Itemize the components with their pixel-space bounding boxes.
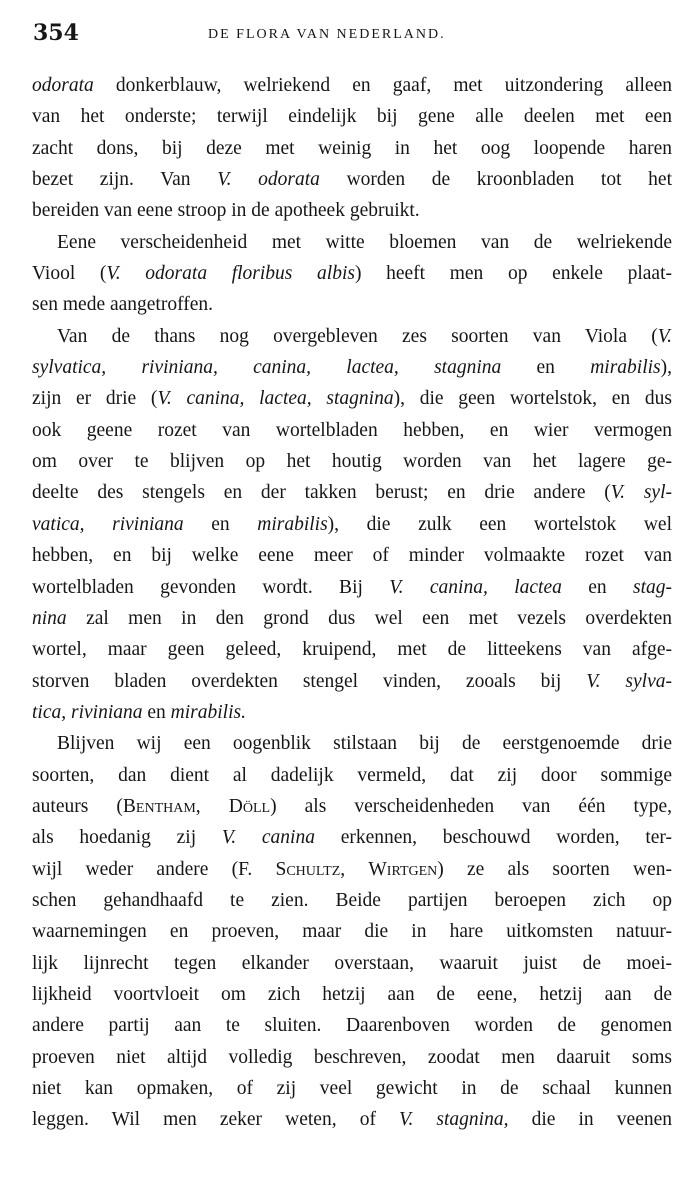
italic-span: tica, riviniana — [32, 701, 143, 723]
text-line — [32, 195, 672, 226]
italic-span: nina — [32, 607, 67, 629]
text-span: ) als verscheidenheden van één type, — [270, 795, 672, 817]
text-span: donkerblauw, welriekend en gaaf, met uitzondering alleen — [93, 75, 672, 96]
text-span: Van de thans nog overgebleven zes soorten van Viola ( — [57, 325, 658, 347]
running-title: DE FLORA VAN NEDERLAND. — [208, 27, 446, 42]
text-line — [32, 822, 672, 853]
italic-span: V. sylva- — [586, 670, 672, 692]
small-caps-span: Döll — [228, 795, 271, 817]
text-span: zacht dons, bij deze met weinig in het oog loopende haren — [32, 137, 672, 159]
text-line — [32, 133, 672, 164]
text-span: ) ze als soorten wen- — [437, 858, 672, 880]
text-line — [32, 697, 672, 728]
italic-span: V. stagnina, — [399, 1109, 509, 1131]
text-span: sen mede aangetroffen. — [32, 294, 214, 316]
text-span: waarnemingen en proeven, maar die in hare uitkomsten natuur- — [32, 921, 672, 943]
text-span: en — [561, 576, 633, 598]
text-line — [32, 854, 672, 885]
text-span: wortel, maar geen geleed, kruipend, met de litteekens van afge- — [32, 639, 672, 661]
italic-span: V. canina, lactea — [389, 576, 562, 598]
text-span: om over te blijven op het houtig worden van het lagere ge- — [32, 451, 672, 473]
italic-span: V. canina — [221, 827, 315, 849]
text-span: die in veenen — [508, 1109, 672, 1131]
text-line — [32, 572, 672, 603]
text-span: storven bladen overdekten stengel vinden, zooals bij — [32, 670, 587, 692]
italic-span: mirabilis — [257, 513, 328, 535]
text-span: en — [501, 357, 591, 379]
text-span: van het onderste; terwijl eindelijk bij gene alle deelen met een — [32, 106, 672, 128]
text-span: bereiden van eene stroop in de apotheek gebruikt. — [32, 200, 420, 222]
text-span: ), die geen wortelstok, en dus — [393, 388, 672, 410]
text-line — [32, 948, 672, 979]
text-span: ), die zulk een wortelstok wel — [327, 513, 672, 535]
italic-span: mirabilis — [590, 357, 661, 379]
text-line — [32, 1042, 672, 1073]
text-line — [32, 258, 672, 289]
body-text — [32, 70, 672, 1136]
text-span: ook geene rozet van wortelbladen hebben, en wier vermogen — [32, 419, 672, 441]
text-line — [32, 446, 672, 477]
text-span: andere partij aan te sluiten. Daarenboven worden de genomen — [32, 1015, 672, 1037]
text-span: Viool ( — [32, 263, 107, 285]
text-span: soorten, dan dient al dadelijk vermeld, dat zij door sommige — [32, 764, 672, 786]
text-line — [32, 227, 672, 258]
text-span: worden de kroonbladen tot het — [319, 169, 672, 191]
text-span: lijk lijnrecht tegen elkander overstaan, waaruit juist de moei- — [32, 952, 672, 974]
text-span: ) heeft men op enkele plaat- — [354, 263, 672, 285]
italic-span: mirabilis. — [170, 701, 246, 723]
small-caps-span: Wirtgen — [368, 858, 438, 880]
text-line — [32, 164, 672, 195]
text-span: zijn er drie ( — [32, 388, 158, 410]
text-span: deelte des stengels en der takken berust; en drie andere ( — [32, 482, 611, 504]
small-caps-span: Schultz — [275, 858, 341, 880]
text-span: wijl weder andere (F. — [32, 858, 276, 880]
text-span: en — [142, 701, 171, 723]
text-line — [32, 101, 672, 132]
text-span: als hoedanig zij — [32, 827, 222, 849]
text-line — [32, 603, 672, 634]
text-span: , — [340, 858, 369, 880]
text-line — [32, 760, 672, 791]
text-line — [32, 289, 672, 320]
text-line — [32, 728, 672, 759]
text-span: Blijven wij een oogenblik stilstaan bij de eerstgenoemde drie — [57, 733, 672, 755]
text-span: Eene verscheidenheid met witte bloemen van de welriekende — [57, 231, 672, 253]
text-span: erkennen, beschouwd worden, ter- — [314, 827, 672, 849]
text-line — [32, 916, 672, 947]
text-line — [32, 352, 672, 383]
text-span: lijkheid voortvloeit om zich hetzij aan de eene, hetzij aan de — [32, 983, 672, 1005]
page-number: 354 — [33, 20, 79, 46]
italic-span: V. odorata — [217, 169, 320, 191]
italic-span: V. canina, lactea, stagnina — [157, 388, 394, 410]
text-span: ), — [660, 357, 672, 379]
italic-span: V. — [657, 325, 672, 347]
text-line — [32, 634, 672, 665]
italic-span: sylvatica, riviniana, canina, lactea, stagnina — [32, 357, 502, 379]
text-line — [32, 666, 672, 697]
text-span: en — [183, 513, 258, 535]
text-line — [32, 321, 672, 352]
text-line — [32, 1104, 672, 1135]
text-line — [32, 509, 672, 540]
small-caps-span: Bentham — [122, 795, 196, 817]
text-span: proeven niet altijd volledig beschreven, zoodat men daaruit soms — [32, 1046, 672, 1068]
text-line — [32, 979, 672, 1010]
text-span: bezet zijn. Van — [32, 169, 218, 191]
text-line — [32, 415, 672, 446]
text-span: leggen. Wil men zeker weten, of — [32, 1109, 400, 1131]
page-header — [33, 20, 648, 50]
text-span: niet kan opmaken, of zij veel gewicht in de schaal kunnen — [32, 1078, 672, 1099]
italic-span: stag- — [633, 576, 672, 598]
text-span: zal men in den grond dus wel een met vezels overdekten — [66, 607, 672, 629]
italic-span: vatica, riviniana — [32, 513, 184, 535]
text-line — [32, 791, 672, 822]
text-span: schen gehandhaafd te zien. Beide partijen beroepen zich op — [32, 889, 672, 911]
italic-span: V. syl- — [610, 482, 672, 504]
text-span: hebben, en bij welke eene meer of minder volmaakte rozet van — [32, 545, 672, 567]
text-line — [32, 383, 672, 414]
text-line — [32, 477, 672, 508]
text-line — [32, 1073, 672, 1104]
italic-span: V. odorata floribus albis — [106, 263, 355, 285]
text-line — [32, 1010, 672, 1041]
text-line — [32, 70, 672, 101]
text-line — [32, 885, 672, 916]
text-span: , — [195, 795, 229, 817]
text-span: auteurs ( — [32, 795, 123, 817]
text-span: wortelbladen gevonden wordt. Bij — [32, 576, 390, 598]
text-line — [32, 540, 672, 571]
italic-span: odorata — [32, 75, 94, 96]
